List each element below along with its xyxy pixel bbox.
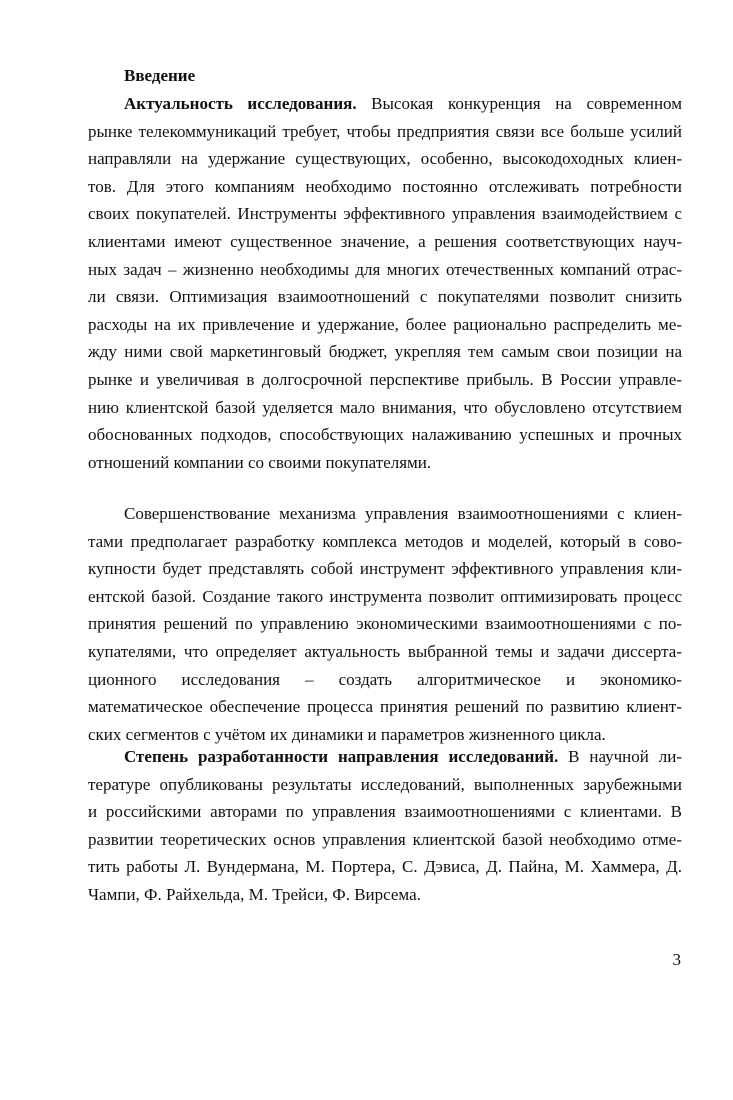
section-heading: Введение	[124, 66, 196, 85]
paragraph-line: тить работы Л. Вундермана, М. Портера, С. Дэвиса, Д. Пайна, М. Хаммера, Д.	[88, 857, 682, 877]
paragraph-line: ных задач – жизненно необходимы для многих отечественных компаний отрас-	[88, 259, 682, 279]
paragraph-relevance	[88, 90, 682, 476]
paragraph-line: тературе опубликованы результаты исследований, выполненных зарубежными	[88, 774, 682, 794]
paragraph-line-text: В научной ли-	[558, 747, 683, 766]
page-number: 3	[672, 950, 681, 969]
paragraph-line: развитии теоретических основ управления клиентской базой необходимо отме-	[88, 829, 682, 849]
paragraph-lead: Степень разработанности направления исследований.	[124, 747, 559, 766]
paragraph-line: своих покупателей. Инструменты эффективного управления взаимодействием с	[88, 204, 682, 224]
paragraph-line: ционного исследования – создать алгоритмическое и экономико-	[88, 669, 682, 689]
paragraph-line	[88, 90, 682, 118]
paragraph-line: Чампи, Ф. Райхельда, М. Трейси, Ф. Вирсема.	[88, 884, 421, 904]
paragraph-line: жду ними свой маркетинговый бюджет, укрепляя тем самым свои позиции на	[88, 342, 682, 362]
paragraph-line: тов. Для этого компаниям необходимо постоянно отслеживать потребности	[88, 176, 682, 196]
paragraph-line: тами предполагает разработку комплекса методов и моделей, который в сово-	[88, 531, 682, 551]
paragraph-line: рынке телекоммуникаций требует, чтобы предприятия связи все больше усилий	[88, 121, 682, 141]
paragraph-line: купателями, что определяет актуальность выбранной темы и задачи диссерта-	[88, 641, 682, 661]
paragraph-line: отношений компании со своими покупателями.	[88, 452, 432, 472]
paragraph-line	[88, 743, 682, 771]
paragraph-line: расходы на их привлечение и удержание, более рационально распределить ме-	[88, 314, 682, 334]
paragraph-line: принятия решений по управлению экономическими взаимоотношениями с по-	[88, 614, 682, 634]
paragraph-line: ских сегментов с учётом их динамики и параметров жизненного цикла.	[88, 724, 606, 744]
paragraph-line: математическое обеспечение процесса принятия решений по развитию клиент-	[88, 697, 682, 717]
paragraph-line: и российскими авторами по управления взаимоотношениями с клиентами. В	[88, 802, 682, 822]
paragraph-line: направляли на удержание существующих, особенно, высокодоходных клиен-	[88, 149, 682, 169]
paragraph-line: купности будет представлять собой инструмент эффективного управления кли-	[88, 559, 682, 579]
paragraph-line: нию клиентской базой уделяется мало внимания, что обусловлено отсутствием	[88, 397, 682, 417]
paragraph-improvement	[88, 500, 682, 748]
paragraph-lead: Актуальность исследования.	[124, 94, 357, 113]
paragraph-line: клиентами имеют существенное значение, а решения соответствующих науч-	[88, 231, 682, 251]
paragraph-line: ентской базой. Создание такого инструмента позволит оптимизировать процесс	[88, 586, 682, 606]
paragraph-line-text: Высокая конкуренция на современном	[356, 94, 682, 113]
paragraph-line: обоснованных подходов, способствующих налаживанию успешных и прочных	[88, 425, 682, 445]
paragraph-line: Совершенствование механизма управления взаимоотношениями с клиен-	[124, 504, 682, 523]
paragraph-line: рынке и увеличивая в долгосрочной перспективе прибыль. В России управле-	[88, 369, 682, 389]
paragraph-degree-of-development	[88, 743, 682, 909]
paragraph-line: ли связи. Оптимизация взаимоотношений с покупателями позволит снизить	[88, 287, 682, 307]
